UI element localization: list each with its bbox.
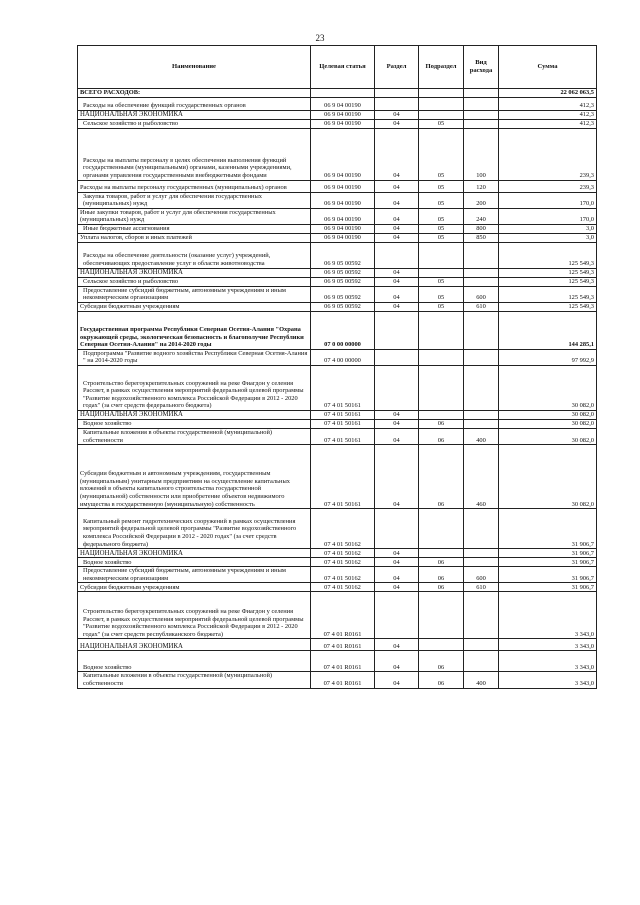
row-name: Субсидии бюджетным учреждениям: [78, 583, 311, 592]
row-vid: 800: [464, 224, 499, 233]
table-row: [78, 277, 597, 286]
row-sum: 170,0: [499, 208, 597, 224]
row-section: 04: [375, 224, 419, 233]
row-name: Иные бюджетные ассигнования: [78, 224, 311, 233]
table-header-row: [78, 46, 597, 89]
row-subsection: 05: [419, 286, 464, 302]
row-sum: 125 549,3: [499, 302, 597, 311]
row-section: 04: [375, 302, 419, 311]
table-row: [78, 567, 597, 583]
row-subsection: 06: [419, 428, 464, 444]
header-name: Наименование: [78, 46, 311, 89]
row-code: 07 4 01 50162: [311, 583, 375, 592]
row-vid: [464, 268, 499, 277]
row-sum: 3 343,0: [499, 651, 597, 672]
row-code: 06 9 05 00592: [311, 302, 375, 311]
table-row: [78, 242, 597, 268]
row-section: [375, 592, 419, 639]
row-sum: 412,3: [499, 97, 597, 110]
row-name: Субсидии бюджетным и автономным учреждениям, государственным (муниципальным) унитарным предприятиям на осуществление капитальных вложений в объекты капитального строительства государственной (муниципальной) собственности или приобретение объектов недвижимого имущества в государственную (муниципальную) собственность: [78, 445, 311, 509]
header-vid: Вид расхода: [464, 46, 499, 89]
row-name: Расходы на выплаты персоналу в целях обеспечения выполнения функций государственными (муниципальными) органами, казенными учреждениями, органами управления государственными внебюджетными фондами: [78, 128, 311, 180]
row-section: [375, 89, 419, 98]
row-vid: 600: [464, 286, 499, 302]
table-row: [78, 208, 597, 224]
row-name: Сельское хозяйство и рыболовство: [78, 119, 311, 128]
row-section: [375, 509, 419, 549]
table-row: [78, 233, 597, 242]
row-code: 07 4 01 50162: [311, 509, 375, 549]
row-code: 06 9 04 00190: [311, 180, 375, 192]
page-number: 23: [315, 33, 325, 43]
row-sum: 239,3: [499, 180, 597, 192]
row-vid: [464, 349, 499, 365]
row-name: Водное хозяйство: [78, 651, 311, 672]
row-vid: 400: [464, 428, 499, 444]
row-code: 06 9 04 00190: [311, 192, 375, 208]
row-sum: 144 285,1: [499, 311, 597, 349]
row-sum: 22 062 063,5: [499, 89, 597, 98]
row-subsection: [419, 97, 464, 110]
table-row: [78, 549, 597, 558]
table-row: [78, 302, 597, 311]
header-sum: Сумма: [499, 46, 597, 89]
row-code: 06 9 04 00190: [311, 233, 375, 242]
table-body: [78, 89, 597, 689]
row-subsection: 06: [419, 583, 464, 592]
row-code: 07 0 00 00000: [311, 311, 375, 349]
row-subsection: [419, 639, 464, 651]
table-row: [78, 89, 597, 98]
row-subsection: [419, 549, 464, 558]
row-sum: 31 906,7: [499, 509, 597, 549]
row-sum: 239,3: [499, 128, 597, 180]
row-name: Водное хозяйство: [78, 558, 311, 567]
row-subsection: 05: [419, 233, 464, 242]
row-name: Подпрограмма "Развитие водного хозяйства Республики Северная Осетия-Алания " на 2014-2020 годы: [78, 349, 311, 365]
row-vid: 120: [464, 180, 499, 192]
row-vid: [464, 639, 499, 651]
row-sum: 30 082,0: [499, 410, 597, 419]
table-row: [78, 128, 597, 180]
row-vid: [464, 97, 499, 110]
row-name: ВСЕГО РАСХОДОВ:: [78, 89, 311, 98]
row-subsection: 06: [419, 419, 464, 428]
row-vid: 400: [464, 672, 499, 688]
row-subsection: 06: [419, 558, 464, 567]
header-code: Целевая статья: [311, 46, 375, 89]
table-row: [78, 583, 597, 592]
row-section: 04: [375, 268, 419, 277]
row-section: 04: [375, 567, 419, 583]
row-code: 07 4 01 R0161: [311, 672, 375, 688]
row-vid: 610: [464, 583, 499, 592]
table-row: [78, 268, 597, 277]
row-name: Строительство берегоукрепительных сооружений на реке Фиагдон у селения Рассвет, в рамках осуществления мероприятий федеральной целевой программы "Развитие водохозяйственного комплекса Российской Федерации в 2012 - 2020 годах" (за счет средств федерального бюджета): [78, 365, 311, 410]
row-section: 04: [375, 119, 419, 128]
row-subsection: 06: [419, 567, 464, 583]
row-sum: 97 992,9: [499, 349, 597, 365]
row-subsection: [419, 242, 464, 268]
row-subsection: [419, 268, 464, 277]
row-subsection: 06: [419, 651, 464, 672]
row-subsection: 05: [419, 208, 464, 224]
row-subsection: [419, 592, 464, 639]
row-name: Водное хозяйство: [78, 419, 311, 428]
table-row: [78, 349, 597, 365]
row-sum: 125 549,3: [499, 277, 597, 286]
row-name: НАЦИОНАЛЬНАЯ ЭКОНОМИКА: [78, 639, 311, 651]
row-section: 04: [375, 583, 419, 592]
row-name: Предоставление субсидий бюджетным, автономным учреждениям и иным некоммерческим организациям: [78, 567, 311, 583]
row-code: 06 9 05 00592: [311, 242, 375, 268]
table-row: [78, 509, 597, 549]
row-code: 06 9 05 00592: [311, 268, 375, 277]
row-subsection: [419, 311, 464, 349]
row-subsection: 06: [419, 445, 464, 509]
row-sum: 3 343,0: [499, 639, 597, 651]
row-sum: 30 082,0: [499, 419, 597, 428]
row-section: 04: [375, 286, 419, 302]
row-vid: [464, 410, 499, 419]
row-vid: 850: [464, 233, 499, 242]
row-vid: 600: [464, 567, 499, 583]
row-sum: 3 343,0: [499, 592, 597, 639]
row-name: Субсидии бюджетным учреждениям: [78, 302, 311, 311]
row-code: 06 9 05 00592: [311, 277, 375, 286]
row-vid: [464, 549, 499, 558]
row-sum: 30 082,0: [499, 365, 597, 410]
row-section: 04: [375, 180, 419, 192]
row-code: 07 4 01 R0161: [311, 639, 375, 651]
row-vid: [464, 311, 499, 349]
row-section: 04: [375, 428, 419, 444]
row-vid: 200: [464, 192, 499, 208]
row-name: НАЦИОНАЛЬНАЯ ЭКОНОМИКА: [78, 410, 311, 419]
row-subsection: 06: [419, 672, 464, 688]
row-name: Расходы на обеспечение функций государственных органов: [78, 97, 311, 110]
row-section: 04: [375, 110, 419, 119]
row-section: [375, 311, 419, 349]
row-section: 04: [375, 233, 419, 242]
row-vid: [464, 110, 499, 119]
row-section: [375, 349, 419, 365]
row-name: Расходы на обеспечение деятельности (оказание услуг) учреждений, обеспечивающих предоставление услуг в области животноводства: [78, 242, 311, 268]
row-subsection: 05: [419, 192, 464, 208]
row-section: 04: [375, 277, 419, 286]
table-row: [78, 428, 597, 444]
row-sum: 31 906,7: [499, 567, 597, 583]
table-row: [78, 639, 597, 651]
row-sum: 31 906,7: [499, 558, 597, 567]
table-row: [78, 180, 597, 192]
row-section: 04: [375, 639, 419, 651]
row-section: [375, 242, 419, 268]
table-row: [78, 311, 597, 349]
row-code: 06 9 04 00190: [311, 224, 375, 233]
row-code: 06 9 04 00190: [311, 128, 375, 180]
row-code: 07 4 01 50161: [311, 410, 375, 419]
row-vid: [464, 558, 499, 567]
row-vid: [464, 119, 499, 128]
row-code: 06 9 04 00190: [311, 97, 375, 110]
row-vid: [464, 419, 499, 428]
row-vid: [464, 242, 499, 268]
row-vid: 610: [464, 302, 499, 311]
row-code: 07 4 01 R0161: [311, 651, 375, 672]
row-code: 07 4 01 50162: [311, 567, 375, 583]
row-subsection: [419, 349, 464, 365]
table-row: [78, 419, 597, 428]
row-sum: 125 549,3: [499, 268, 597, 277]
header-subsection: Подраздел: [419, 46, 464, 89]
row-section: [375, 97, 419, 110]
row-name: Капитальный ремонт гидротехнических сооружений в рамках осуществления мероприятий федеральной целевой программы "Развитие водохозяйственного комплекса Российской Федерации в 2012 - 2020 годах" (за счет средств федерального бюджета): [78, 509, 311, 549]
row-vid: [464, 651, 499, 672]
budget-table: [77, 45, 597, 689]
row-vid: 100: [464, 128, 499, 180]
row-name: Предоставление субсидий бюджетным, автономным учреждениям и иным некоммерческим организациям: [78, 286, 311, 302]
table-row: [78, 110, 597, 119]
row-name: НАЦИОНАЛЬНАЯ ЭКОНОМИКА: [78, 268, 311, 277]
row-sum: 3 343,0: [499, 672, 597, 688]
row-name: Уплата налогов, сборов и иных платежей: [78, 233, 311, 242]
row-subsection: [419, 89, 464, 98]
table-row: [78, 192, 597, 208]
row-code: 07 4 01 50162: [311, 558, 375, 567]
header-section: Раздел: [375, 46, 419, 89]
row-section: 04: [375, 445, 419, 509]
row-subsection: 05: [419, 277, 464, 286]
row-sum: 30 082,0: [499, 445, 597, 509]
row-sum: 3,0: [499, 233, 597, 242]
row-section: 04: [375, 128, 419, 180]
row-subsection: 05: [419, 302, 464, 311]
row-sum: 125 549,3: [499, 286, 597, 302]
row-section: 04: [375, 419, 419, 428]
row-subsection: 05: [419, 119, 464, 128]
row-subsection: 05: [419, 180, 464, 192]
row-sum: 170,0: [499, 192, 597, 208]
row-code: 07 4 01 50161: [311, 365, 375, 410]
row-vid: [464, 592, 499, 639]
table-row: [78, 672, 597, 688]
row-name: НАЦИОНАЛЬНАЯ ЭКОНОМИКА: [78, 110, 311, 119]
row-vid: [464, 89, 499, 98]
row-vid: [464, 509, 499, 549]
row-subsection: [419, 509, 464, 549]
row-name: Капитальные вложения в объекты государственной (муниципальной) собственности: [78, 672, 311, 688]
table-row: [78, 592, 597, 639]
row-vid: [464, 277, 499, 286]
row-subsection: [419, 110, 464, 119]
row-sum: 412,3: [499, 119, 597, 128]
row-code: 06 9 05 00592: [311, 286, 375, 302]
row-section: 04: [375, 651, 419, 672]
row-sum: 3,0: [499, 224, 597, 233]
table-row: [78, 410, 597, 419]
row-vid: 460: [464, 445, 499, 509]
row-sum: 31 906,7: [499, 583, 597, 592]
row-vid: [464, 365, 499, 410]
row-name: Строительство берегоукрепительных сооружений на реке Фиагдон у селения Рассвет, в рамках осуществления мероприятий федеральной целевой программы "Развитие водохозяйственного комплекса Российской Федерации в 2012 - 2020 годах" (за счет средств республиканского бюджета): [78, 592, 311, 639]
row-code: 07 4 01 R0161: [311, 592, 375, 639]
row-sum: 412,3: [499, 110, 597, 119]
row-name: Иные закупки товаров, работ и услуг для обеспечения государственных (муниципальных) нужд: [78, 208, 311, 224]
row-section: 04: [375, 558, 419, 567]
row-code: 06 9 04 00190: [311, 208, 375, 224]
row-code: 06 9 04 00190: [311, 119, 375, 128]
row-section: 04: [375, 672, 419, 688]
row-name: Расходы на выплаты персоналу государственных (муниципальных) органов: [78, 180, 311, 192]
row-subsection: [419, 365, 464, 410]
row-sum: 31 906,7: [499, 549, 597, 558]
row-section: 04: [375, 208, 419, 224]
row-subsection: 05: [419, 224, 464, 233]
row-code: 06 9 04 00190: [311, 110, 375, 119]
table-row: [78, 445, 597, 509]
row-code: 07 4 01 50161: [311, 445, 375, 509]
row-name: Государственная программа Республики Северная Осетия-Алания "Охрана окружающей среды, экологическая безопасность и благополучие Республики Северная Осетия-Алания" на 2014-2020 годы: [78, 311, 311, 349]
row-section: 04: [375, 410, 419, 419]
row-code: [311, 89, 375, 98]
table-row: [78, 119, 597, 128]
row-section: 04: [375, 549, 419, 558]
row-code: 07 4 01 50161: [311, 419, 375, 428]
table-row: [78, 651, 597, 672]
row-name: Закупка товаров, работ и услуг для обеспечения государственных (муниципальных) нужд: [78, 192, 311, 208]
row-vid: 240: [464, 208, 499, 224]
table-row: [78, 286, 597, 302]
row-name: Капитальные вложения в объекты государственной (муниципальной) собственности: [78, 428, 311, 444]
table-row: [78, 365, 597, 410]
row-section: [375, 365, 419, 410]
row-name: Сельское хозяйство и рыболовство: [78, 277, 311, 286]
row-subsection: 05: [419, 128, 464, 180]
row-code: 07 4 01 50162: [311, 549, 375, 558]
table-row: [78, 558, 597, 567]
row-code: 07 4 00 00000: [311, 349, 375, 365]
row-sum: 125 549,3: [499, 242, 597, 268]
row-code: 07 4 01 50161: [311, 428, 375, 444]
table-row: [78, 224, 597, 233]
row-sum: 30 082,0: [499, 428, 597, 444]
row-name: НАЦИОНАЛЬНАЯ ЭКОНОМИКА: [78, 549, 311, 558]
row-section: 04: [375, 192, 419, 208]
table-row: [78, 97, 597, 110]
row-subsection: [419, 410, 464, 419]
